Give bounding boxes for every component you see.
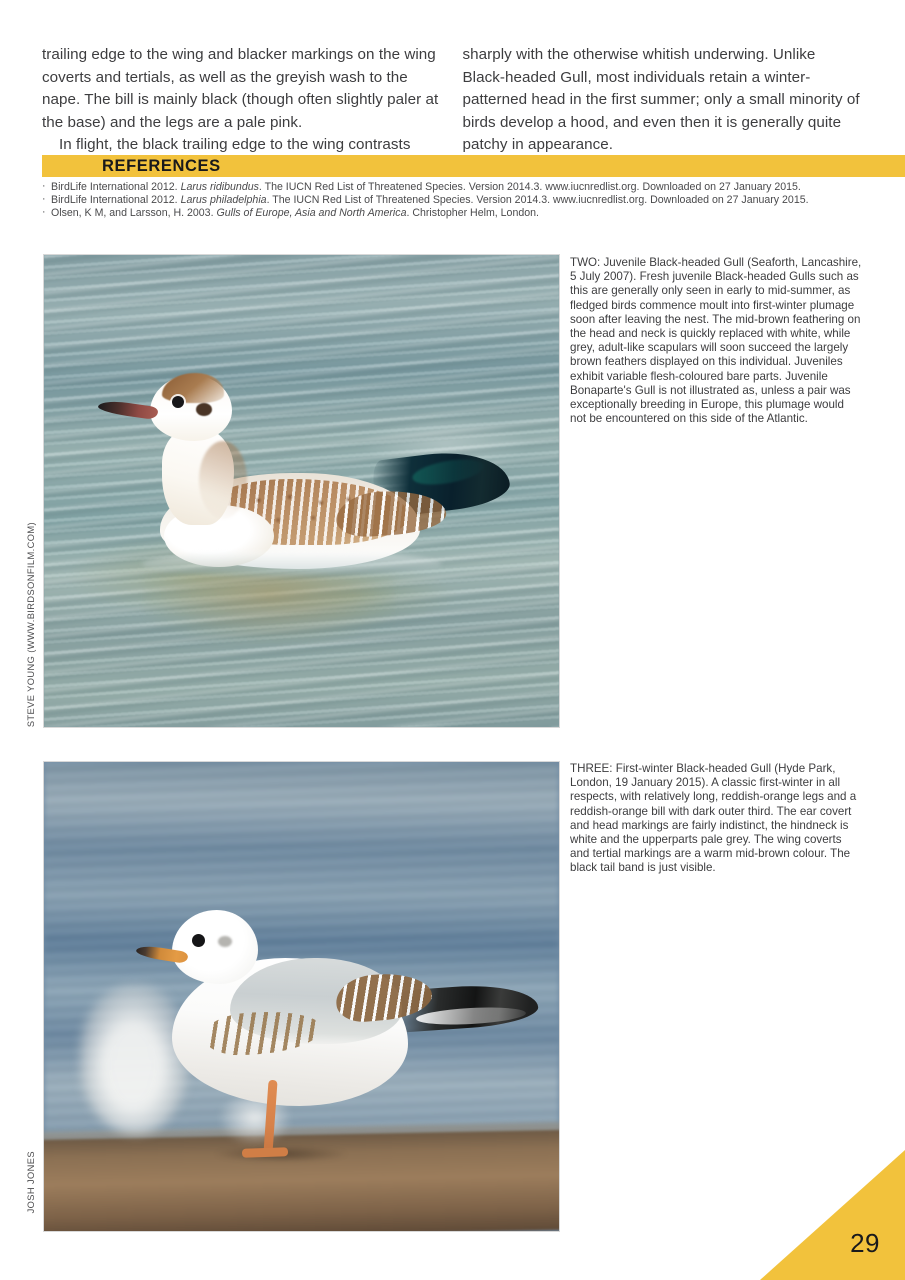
bullet-icon: · [42, 206, 46, 219]
reference-text-part2: . The IUCN Red List of Threatened Species. Version 2014.3. www.iucnredlist.org. Downloaded on 27 January 2015. [258, 181, 801, 193]
page-corner-decoration [760, 1150, 905, 1280]
body-paragraph-continued-left: trailing edge to the wing and blacker markings on the wing coverts and tertials, as well as the greyish wash to the nape. The bill is mainly black (though often slightly paler at the base) and the legs are a pale pink. [42, 46, 439, 131]
body-column-left [42, 44, 442, 157]
caption-figure-three: THREE: First-winter Black-headed Gull (Hyde Park, London, 19 January 2015). A classic first-winter in all respects, with relatively long, reddish-orange legs and a reddish-orange bill with dark outer third. The ear covert and head markings are fairly indistinct, the hindneck is white and the upperparts pale grey. The wing coverts and tertial markings are a warm mid-brown colour. The black tail band is just visible. [570, 762, 857, 875]
photo-juvenile-black-headed-gull [43, 254, 560, 728]
caption-figure-two: TWO: Juvenile Black-headed Gull (Seaforth, Lancashire, 5 July 2007). Fresh juvenile Black-headed Gulls such as this are generally only seen in early to mid-summer, as fledged birds commence moult into first-winter plumage soon after leaving the nest. The mid-brown feathering on the head and neck is quickly replaced with white, while grey, adult-like scapulars will soon succeed the largely brown feathers displayed on this individual. Juveniles exhibit variable flesh-coloured bare parts. Juvenile Bonaparte's Gull is not illustrated as, unless a pair was exceptionally breeding in Europe, this plumage would not be encountered on this side of the Atlantic. [570, 256, 862, 426]
reference-text-part2: . Christopher Helm, London. [406, 207, 539, 220]
gull-waterline [142, 551, 442, 577]
body-text-columns [42, 44, 862, 157]
reference-text-italic: Larus philadelphia [180, 194, 267, 207]
body-paragraph-new-left: In flight, the black trailing edge to the wing contrasts [59, 136, 411, 154]
body-column-right [463, 44, 863, 157]
reference-text-part1: Olsen, K M, and Larsson, H. 2003. [51, 207, 217, 220]
gull-ear-covert-spot [196, 403, 212, 416]
bullet-icon: · [42, 193, 46, 206]
page-number: 29 [850, 1228, 880, 1258]
gull-ear-covert-spot [218, 936, 232, 947]
bullet-icon: · [42, 180, 46, 192]
body-paragraph-continued-right: sharply with the otherwise whitish underwing. Unlike Black-headed Gull, most individuals retain a winter-patterned head in the first summer; only a small minority of birds develop a hood, and even then it is generally quite patchy in appearance. [462, 46, 860, 154]
photo-credit-figure-two: STEVE YOUNG (WWW.BIRDSONFILM.COM) [26, 522, 36, 728]
reference-text-part2: . The IUCN Red List of Threatened Species. Version 2014.3. www.iucnredlist.org. Downloaded on 27 January 2015. [266, 194, 809, 207]
reference-text-part1: BirdLife International 2012. [51, 181, 181, 193]
references-heading: REFERENCES [102, 157, 221, 175]
gull-neck-wash [199, 441, 247, 519]
background-blurred-gull [80, 984, 190, 1134]
reference-item [42, 207, 882, 220]
reference-item [42, 194, 882, 207]
reference-text-part1: BirdLife International 2012. [51, 194, 181, 207]
gull-eye [172, 396, 184, 408]
reference-text-italic: Gulls of Europe, Asia and North America [216, 207, 407, 220]
photo-first-winter-black-headed-gull [43, 761, 560, 1232]
photo-credit-figure-three: JOSH JONES [26, 1151, 36, 1214]
references-list [42, 181, 882, 221]
gull-head [172, 910, 258, 984]
gull-reflection [144, 573, 394, 643]
gull-eye [192, 934, 205, 947]
reference-item [42, 181, 882, 194]
reference-text-italic: Larus ridibundus [180, 181, 259, 193]
gull-foot [242, 1147, 288, 1158]
